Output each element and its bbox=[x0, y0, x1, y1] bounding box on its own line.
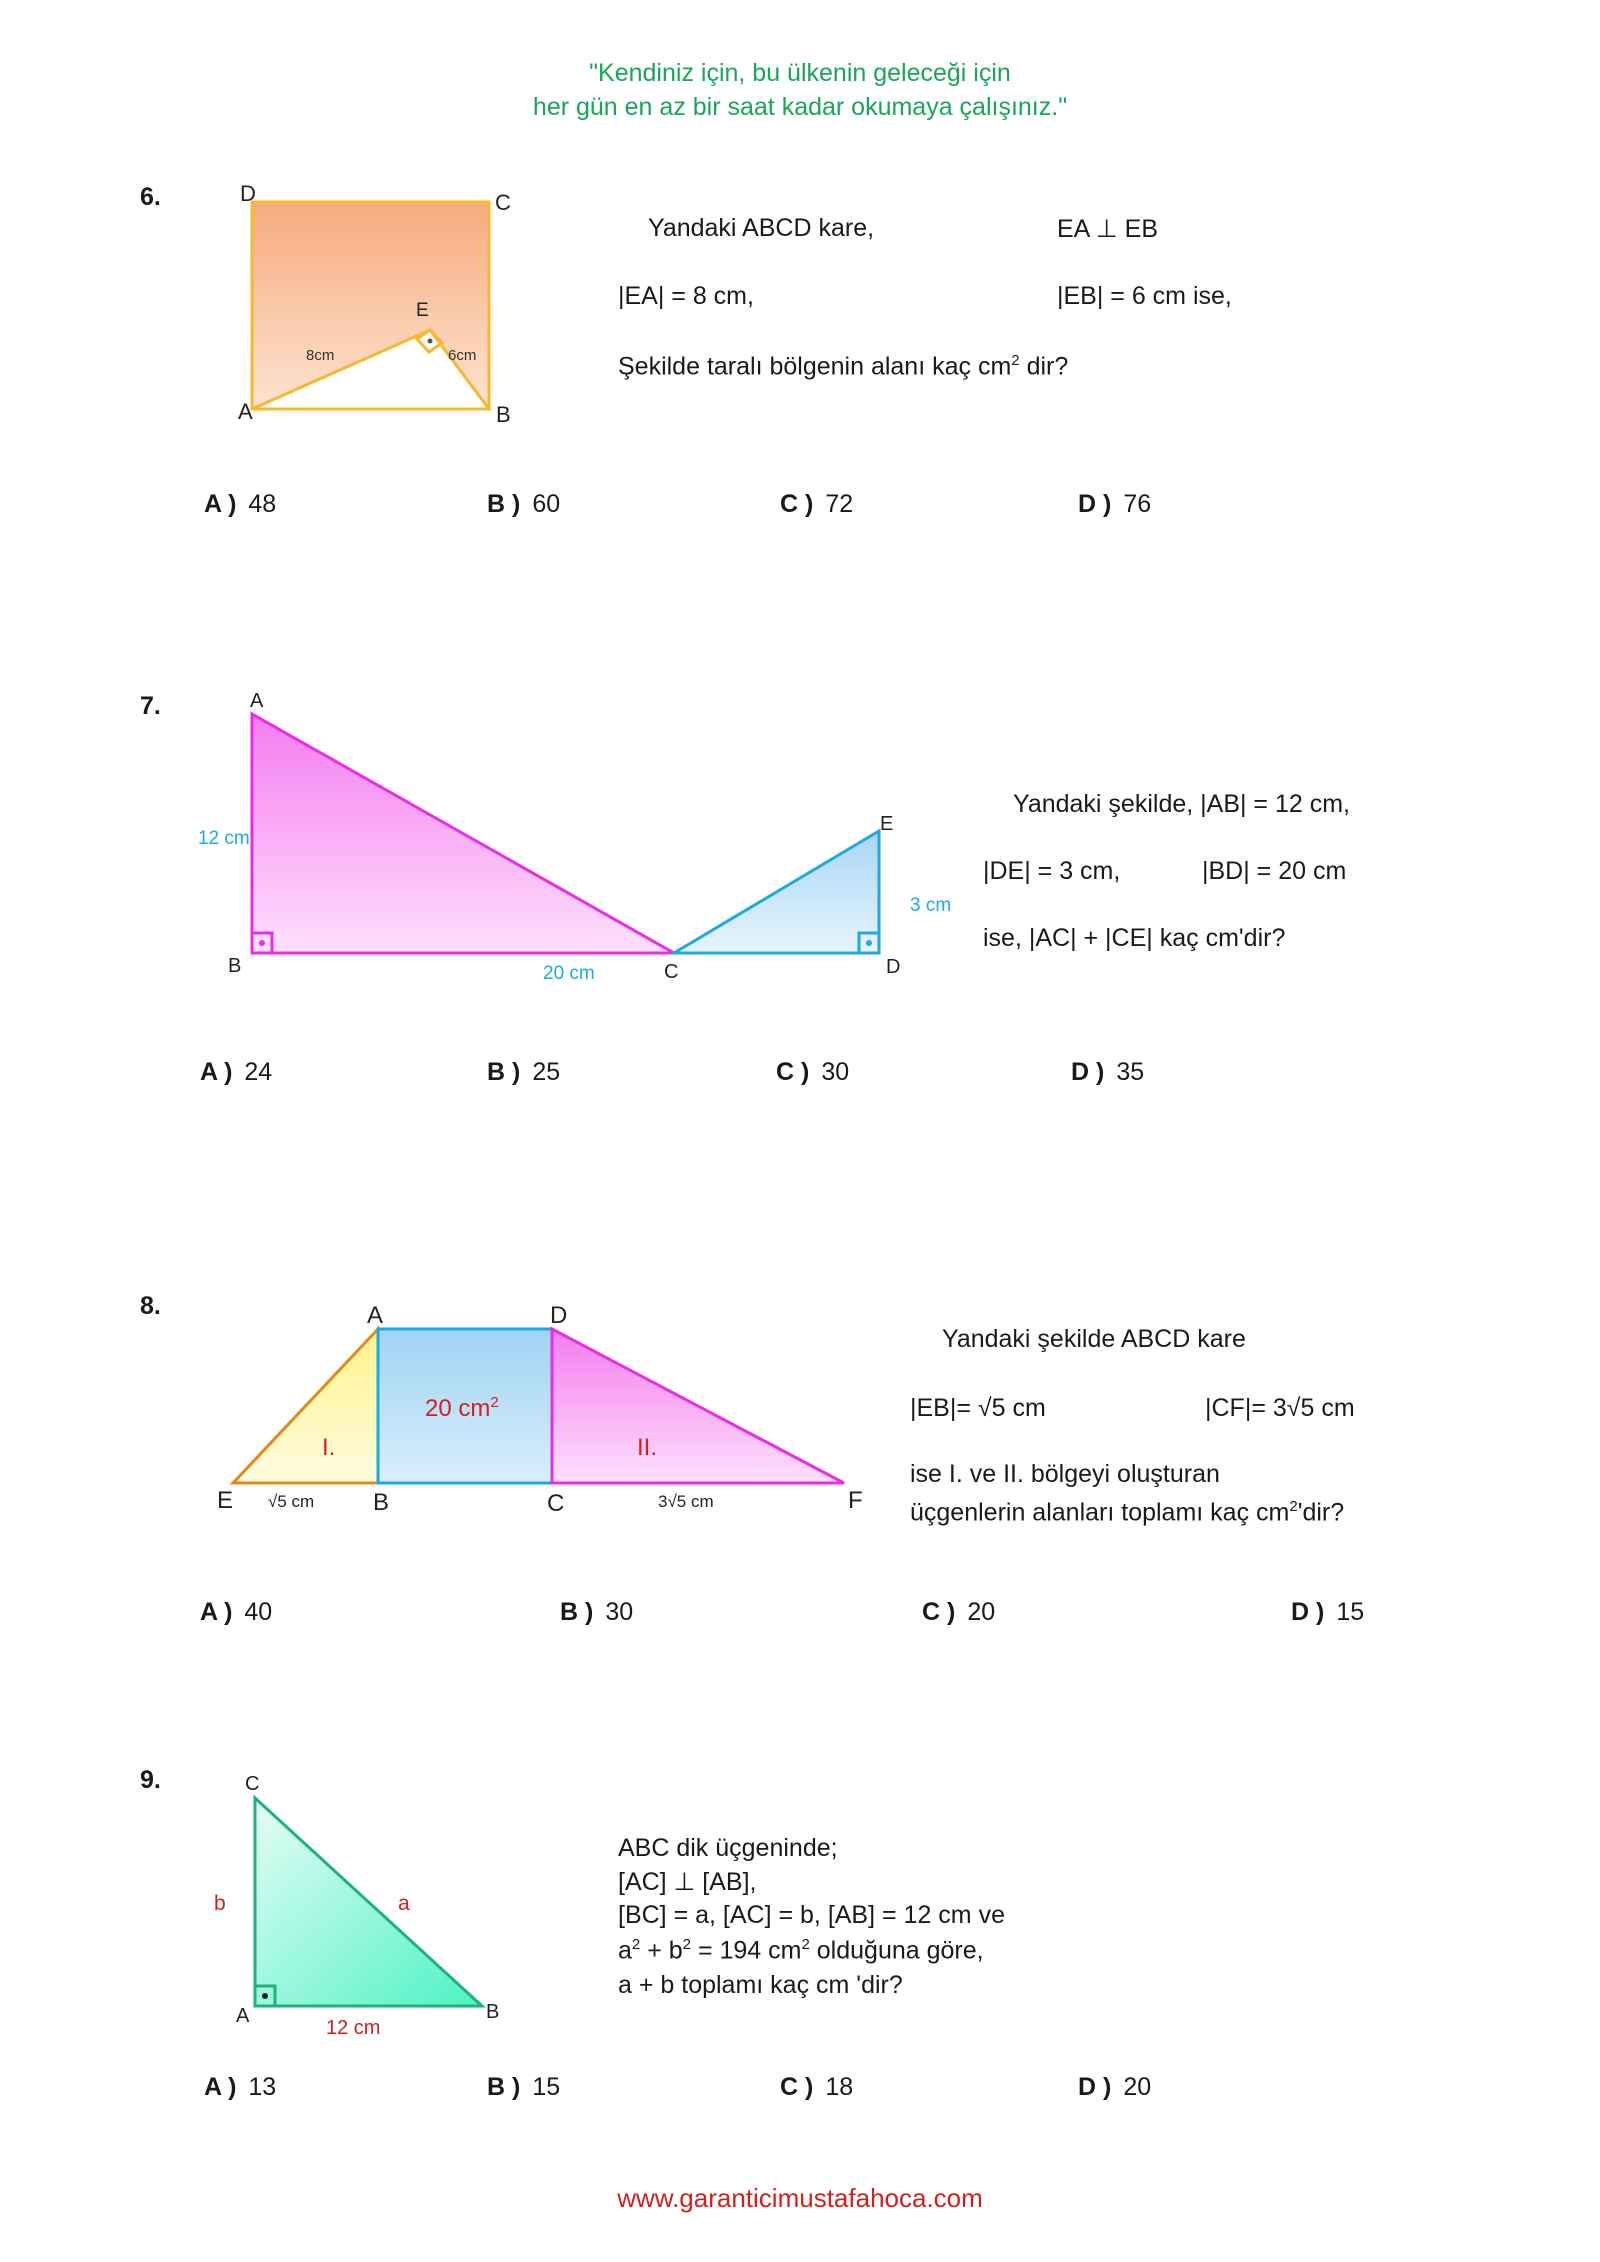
label-area: 20 $cm^2$ bbox=[425, 1394, 499, 1422]
q9-text-1: ABC dik üçgeninde; bbox=[618, 1834, 838, 1862]
q9-option-b[interactable]: B ) 15 bbox=[487, 2073, 561, 2101]
label-side-a: a bbox=[398, 1892, 410, 1915]
question-7-figure bbox=[190, 680, 970, 1000]
label-ab: 12 cm bbox=[326, 2017, 381, 2039]
label-bc: 20 cm bbox=[543, 963, 595, 984]
label-d: D bbox=[550, 1302, 568, 1329]
label-c: C bbox=[664, 961, 679, 983]
label-f: F bbox=[848, 1487, 863, 1514]
q8-option-d[interactable]: D ) 15 bbox=[1291, 1598, 1365, 1626]
q6-text-2-left: |EA| = 8 cm, bbox=[618, 282, 754, 310]
q7-text-2-left: |DE| = 3 cm, bbox=[983, 857, 1121, 885]
label-a: A bbox=[367, 1302, 384, 1329]
quote-line-2: her gün en az bir saat kadar okumaya çalışınız." bbox=[532, 93, 1068, 121]
label-a: A bbox=[250, 690, 264, 712]
question-9-figure bbox=[200, 1760, 520, 2040]
label-region-2: II. bbox=[637, 1434, 658, 1461]
question-6-figure bbox=[230, 180, 530, 430]
question-9-number: 9. bbox=[140, 1766, 161, 1794]
question-7-number: 7. bbox=[140, 692, 161, 720]
label-side-b: b bbox=[214, 1892, 226, 1915]
question-8-figure bbox=[200, 1290, 900, 1520]
label-b: B bbox=[228, 955, 242, 977]
q8-option-c[interactable]: C ) 20 bbox=[922, 1598, 996, 1626]
footer-url[interactable]: www.garanticimustafahoca.com bbox=[617, 2183, 983, 2213]
q6-text-1-left: Yandaki ABCD kare, bbox=[648, 214, 875, 242]
q8-text-4: üçgenlerin alanları toplamı kaç $cm^2'dir$? bbox=[910, 1498, 1345, 1527]
triangle-abc bbox=[255, 1798, 482, 2006]
q8-option-a[interactable]: A ) 40 bbox=[200, 1598, 273, 1626]
label-region-1: I. bbox=[322, 1434, 336, 1461]
label-e: E bbox=[416, 300, 429, 321]
q8-text-2-right: |CF|= 3√5 cm bbox=[1205, 1394, 1355, 1422]
label-e: E bbox=[217, 1487, 234, 1514]
triangle-cde bbox=[674, 831, 879, 953]
q8-option-b[interactable]: B ) 30 bbox=[560, 1598, 634, 1626]
triangle-region-2 bbox=[552, 1329, 844, 1483]
label-a: A bbox=[238, 399, 253, 424]
q6-option-d[interactable]: D ) 76 bbox=[1078, 490, 1152, 518]
question-6-number: 6. bbox=[140, 183, 161, 211]
quote-line-1: "Kendiniz için, bu ülkenin geleceği için bbox=[589, 59, 1011, 87]
q7-option-a[interactable]: A ) 24 bbox=[200, 1058, 273, 1086]
q7-text-1: Yandaki şekilde, |AB| = 12 cm, bbox=[1013, 790, 1350, 818]
q9-text-4: $a^2 + b^2 = 194$ $cm^2$ olduğuna göre, bbox=[618, 1936, 984, 1965]
label-b: B bbox=[486, 2001, 500, 2023]
question-8-number: 8. bbox=[140, 1292, 161, 1320]
label-d: D bbox=[240, 181, 256, 206]
label-e: E bbox=[880, 813, 894, 835]
q9-option-a[interactable]: A ) 13 bbox=[204, 2073, 277, 2101]
label-c: C bbox=[547, 1490, 565, 1517]
q6-option-a[interactable]: A ) 48 bbox=[204, 490, 277, 518]
label-c: C bbox=[495, 190, 511, 215]
q8-text-2-left: |EB|= √5 cm bbox=[910, 1394, 1046, 1422]
q6-text-1-right: EA ⊥ EB bbox=[1057, 215, 1158, 243]
q9-text-5: a + b toplamı kaç cm 'dir? bbox=[618, 1971, 903, 1999]
label-b: B bbox=[373, 1489, 390, 1516]
q7-option-c[interactable]: C ) 30 bbox=[776, 1058, 850, 1086]
q7-text-3: ise, |AC| + |CE| kaç cm'dir? bbox=[983, 924, 1286, 952]
label-ea: 8cm bbox=[306, 347, 335, 364]
label-de: 3 cm bbox=[910, 895, 952, 916]
q9-option-c[interactable]: C ) 18 bbox=[780, 2073, 854, 2101]
label-eb: 6cm bbox=[448, 347, 477, 364]
triangle-abc bbox=[252, 714, 674, 953]
q7-option-b[interactable]: B ) 25 bbox=[487, 1058, 561, 1086]
q6-option-c[interactable]: C ) 72 bbox=[780, 490, 854, 518]
q7-text-2-right: |BD| = 20 cm bbox=[1202, 857, 1347, 885]
q8-text-1: Yandaki şekilde ABCD kare bbox=[942, 1325, 1246, 1353]
q9-text-3: [BC] = a, [AC] = b, [AB] = 12 cm ve bbox=[618, 1901, 1005, 1929]
q6-text-3: Şekilde taralı bölgenin alanı kaç $cm^2$ dir? bbox=[618, 352, 1069, 381]
q6-text-2-right: |EB| = 6 cm ise, bbox=[1057, 282, 1232, 310]
label-c: C bbox=[245, 1773, 260, 1795]
q7-option-d[interactable]: D ) 35 bbox=[1071, 1058, 1145, 1086]
label-a: A bbox=[236, 2005, 250, 2027]
triangle-region-1 bbox=[233, 1329, 378, 1483]
q9-text-2: [AC] ⊥ [AB], bbox=[618, 1868, 757, 1896]
q6-option-b[interactable]: B ) 60 bbox=[487, 490, 561, 518]
label-cf: 3√5 cm bbox=[658, 1492, 714, 1511]
q8-text-3: ise I. ve II. bölgeyi oluşturan bbox=[910, 1460, 1220, 1488]
label-eb: √5 cm bbox=[268, 1492, 315, 1511]
q9-option-d[interactable]: D ) 20 bbox=[1078, 2073, 1152, 2101]
label-ab: 12 cm bbox=[198, 828, 250, 849]
label-d: D bbox=[886, 956, 901, 978]
label-b: B bbox=[496, 402, 511, 427]
